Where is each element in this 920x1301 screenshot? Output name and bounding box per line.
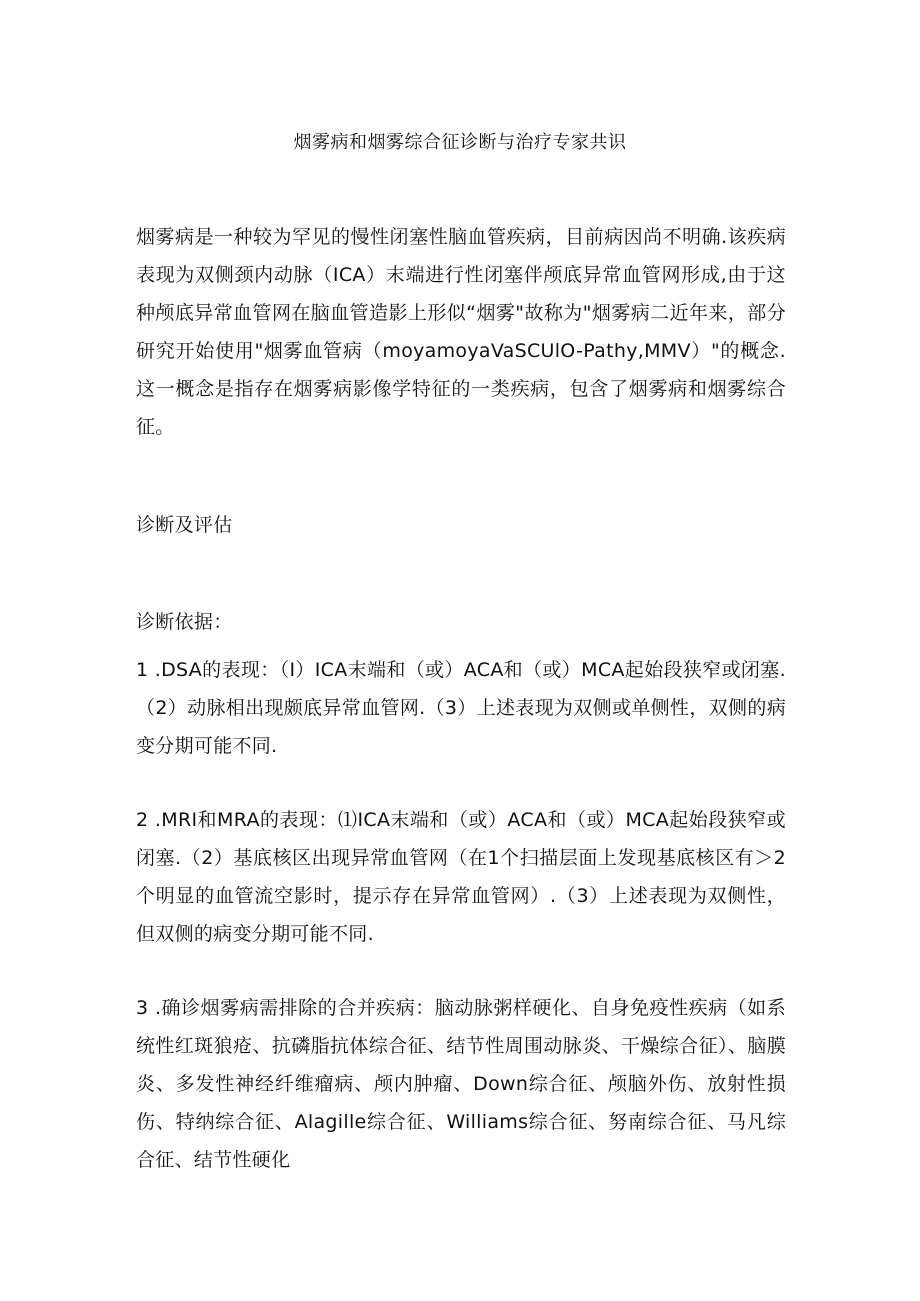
list-item-mri: 2 .MRI和MRA的表现：⑴ICA末端和（或）ACA和（或）MCA起始段狭窄或闭塞.（2）基底核区出现异常血管网（在1个扫描层面上发现基底核区有＞2个明显的血管流空影时，提示存在异常血管网）.（3）上述表现为双侧性，但双侧的病变分期可能不同. xyxy=(136,809,786,945)
section-heading: 诊断及评估 xyxy=(136,514,233,536)
list-item-dsa: 1 .DSA的表现：（I）ICA末端和（或）ACA和（或）MCA起始段狭窄或闭塞.（2）动脉相出现颇底异常血管网.（3）上述表现为双侧或单侧性，双侧的病变分期可能不同. xyxy=(136,659,786,757)
document-title: 烟雾病和烟雾综合征诊断与治疗专家共识 xyxy=(293,132,627,153)
list-item-exclusions: 3 .确诊烟雾病需排除的合并疾病：脑动脉粥样硬化、自身免疫性疾病（如系统性红斑狼疮、抗磷脂抗体综合征、结节性周围动脉炎、干燥综合征）、脑膜炎、多发性神经纤维瘤病、颅内肿瘤、Down综合征、颅脑外伤、放射性损伤、特纳综合征、Alagille综合征、Williams综合征、努南综合征、马凡综合征、结节性硬化 xyxy=(136,997,786,1171)
basis-heading: 诊断依据： xyxy=(136,611,233,633)
intro-paragraph: 烟雾病是一种较为罕见的慢性闭塞性脑血管疾病，目前病因尚不明确.该疾病表现为双侧颈内动脉（ICA）末端进行性闭塞伴颅底异常血管网形成,由于这种颅底异常血管网在脑血管造影上形似“烟雾"故称为"烟雾病二近年来，部分研究开始使用"烟雾血管病（moyamoyaVaSCUlO-Pathy,MMV）"的概念.这一概念是指存在烟雾病影像学特征的一类疾病，包含了烟雾病和烟雾综合征。 xyxy=(136,226,786,438)
